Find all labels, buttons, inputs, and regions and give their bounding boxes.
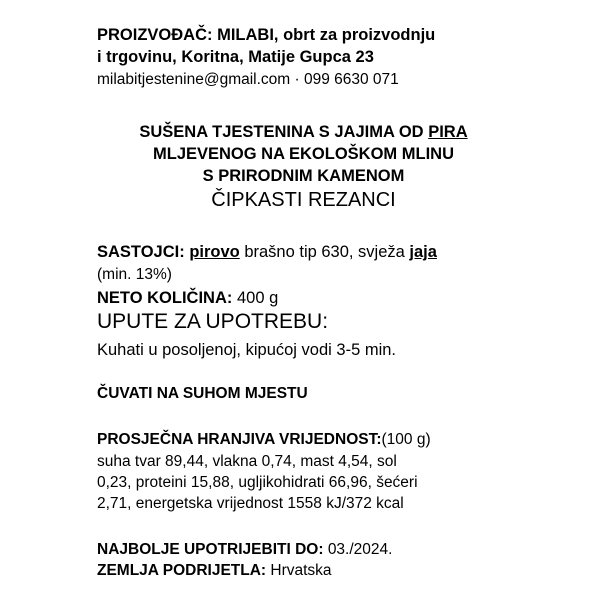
- origin-label: ZEMLJA PODRIJETLA:: [97, 562, 267, 579]
- instructions-text: Kuhati u posoljenoj, kipućoj vodi 3-5 min.: [97, 341, 397, 359]
- product-name: ČIPKASTI REZANCI: [211, 189, 396, 211]
- producer-type: , obrt za proizvodnju: [273, 26, 436, 44]
- title-line-1-text: SUŠENA TJESTENINA S JAJIMA OD: [139, 123, 429, 141]
- instructions-heading: UPUTE ZA UPOTREBU:: [97, 310, 329, 333]
- nutrition-label: PROSJEČNA HRANJIVA VRIJEDNOST:: [97, 431, 382, 448]
- ingredients-egg-share: (min. 13%): [97, 266, 172, 283]
- nutrition-line-1: suha tvar 89,44, vlakna 0,74, mast 4,54, sol: [97, 453, 397, 470]
- title-line-3: S PRIRODNIM KAMENOM: [202, 167, 405, 185]
- ingredients-label: SASTOJCI:: [97, 243, 185, 261]
- ingredients-text: brašno tip 630, svježa: [239, 243, 410, 261]
- producer-contact: milabitjestenine@gmail.com · 099 6630 071: [97, 71, 399, 88]
- nutrition-line-3: 2,71, energetska vrijednost 1558 kJ/372 kcal: [97, 495, 404, 512]
- producer-address: i trgovinu, Koritna, Matije Gupca 23: [97, 48, 374, 66]
- title-line-2: MLJEVENOG NA EKOLOŠKOM MLINU: [153, 145, 454, 163]
- best-before-value: 03./2024.: [327, 541, 393, 558]
- best-before: [97, 541, 392, 559]
- nutrition-per: (100 g): [381, 431, 431, 448]
- best-before-label: NAJBOLJE UPOTRIJEBITI DO:: [97, 541, 324, 558]
- net-label: NETO KOLIČINA:: [97, 289, 233, 307]
- storage-note: ČUVATI NA SUHOM MJESTU: [97, 385, 308, 402]
- producer-name: MILABI: [217, 26, 274, 44]
- origin-value: Hrvatska: [270, 562, 332, 579]
- net-value: 400 g: [236, 289, 279, 307]
- producer-line-1: [97, 26, 435, 45]
- producer-label: PROIZVOĐAČ:: [97, 26, 213, 44]
- ingredient-pirovo: pirovo: [189, 243, 240, 261]
- ingredient-jaja: jaja: [409, 243, 437, 261]
- ingredients-line: [97, 243, 437, 262]
- net-quantity: [97, 289, 278, 308]
- title-pira: PIRA: [428, 123, 468, 141]
- country-of-origin: [97, 562, 332, 580]
- nutrition-heading: [97, 431, 431, 449]
- title-line-1: [0, 123, 607, 142]
- nutrition-line-2: 0,23, proteini 15,88, ugljikohidrati 66,96, šećeri: [97, 474, 418, 491]
